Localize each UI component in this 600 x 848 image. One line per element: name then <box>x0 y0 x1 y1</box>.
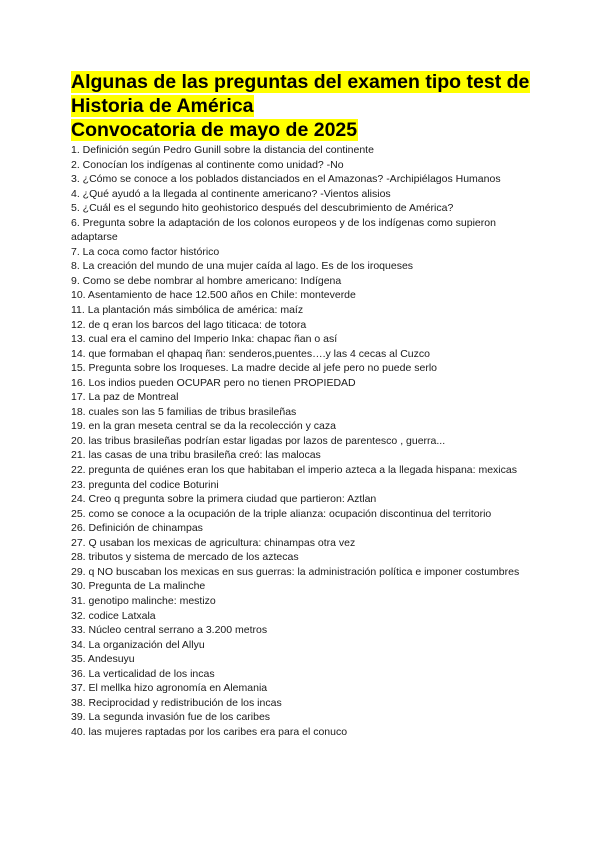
question-item: 24. Creo q pregunta sobre la primera ciudad que partieron: Aztlan <box>71 493 377 506</box>
title-line-1: Algunas de las preguntas del examen tipo test de <box>71 71 530 93</box>
question-item: 9. Como se debe nombrar al hombre americano: Indígena <box>71 274 342 287</box>
question-item: 4. ¿Qué ayudó a la llegada al continente americano? -Vientos alisios <box>71 187 391 200</box>
question-item: 38. Reciprocidad y redistribución de los incas <box>71 696 282 709</box>
question-item: 37. El mellka hizo agronomía en Alemania <box>71 682 268 695</box>
question-item: 20. las tribus brasileñas podrían estar ligadas por lazos de parentesco , guerra... <box>71 434 446 447</box>
question-item: 39. La segunda invasión fue de los caribes <box>71 711 271 724</box>
question-item: 15. Pregunta sobre los Iroqueses. La madre decide al jefe pero no puede serlo <box>71 362 437 375</box>
question-item: 31. genotipo malinche: mestizo <box>71 594 216 607</box>
question-item: 30. Pregunta de La malinche <box>71 580 206 593</box>
question-item: 13. cual era el camino del Imperio Inka: chapac ñan o así <box>71 333 338 346</box>
question-item: 23. pregunta del codice Boturini <box>71 478 219 491</box>
question-item: 12. de q eran los barcos del lago titicaca: de totora <box>71 318 307 331</box>
question-item: 14. que formaban el qhapaq ñan: senderos,puentes….y las 4 cecas al Cuzco <box>71 347 430 360</box>
question-item: 19. en la gran meseta central se da la recolección y caza <box>71 420 336 433</box>
question-list <box>71 143 541 739</box>
question-item: 28. tributos y sistema de mercado de los aztecas <box>71 551 299 564</box>
question-item: 26. Definición de chinampas <box>71 522 203 535</box>
question-item: 29. q NO buscaban los mexicas en sus guerras: la administración política e imponer costumbres <box>71 565 520 578</box>
question-item: 10. Asentamiento de hace 12.500 años en Chile: monteverde <box>71 289 356 302</box>
question-item: 40. las mujeres raptadas por los caribes era para el conuco <box>71 725 348 738</box>
document-title <box>71 70 530 142</box>
question-item: 27. Q usaban los mexicas de agricultura: chinampas otra vez <box>71 536 356 549</box>
question-item: 3. ¿Cómo se conoce a los poblados distanciados en el Amazonas? -Archipiélagos Humanos <box>71 173 501 186</box>
question-item: 11. La plantación más simbólica de américa: maíz <box>71 304 304 317</box>
question-item: 8. La creación del mundo de una mujer caída al lago. Es de los iroqueses <box>71 260 414 273</box>
question-item: 33. Núcleo central serrano a 3.200 metros <box>71 624 268 637</box>
question-item: 25. como se conoce a la ocupación de la triple alianza: ocupación discontinua del territorio <box>71 507 492 520</box>
question-item: 32. codice Latxala <box>71 609 156 622</box>
question-item: 7. La coca como factor histórico <box>71 245 220 258</box>
question-item: 21. las casas de una tribu brasileña creó: las malocas <box>71 449 321 462</box>
question-item: 1. Definición según Pedro Gunill sobre la distancia del continente <box>71 144 374 156</box>
question-item: 34. La organización del Allyu <box>71 638 205 651</box>
question-item: 36. La verticalidad de los incas <box>71 667 215 680</box>
question-item: 5. ¿Cuál es el segundo hito geohistorico después del descubrimiento de América? <box>71 202 454 215</box>
question-item: 18. cuales son las 5 familias de tribus brasileñas <box>71 405 297 418</box>
question-item: 17. La paz de Montreal <box>71 391 179 404</box>
question-item: 6. Pregunta sobre la adaptación de los colonos europeos y de los indígenas como supieron adaptarse <box>71 216 496 244</box>
question-item: 2. Conocían los indígenas al continente como unidad? -No <box>71 158 344 171</box>
question-item: 16. Los indios pueden OCUPAR pero no tienen PROPIEDAD <box>71 376 356 389</box>
question-item: 22. pregunta de quiénes eran los que habitaban el imperio azteca a la llegada hispana: mexicas <box>71 464 517 477</box>
title-line-3: Convocatoria de mayo de 2025 <box>71 119 358 141</box>
title-line-2: Historia de América <box>71 95 254 117</box>
question-item: 35. Andesuyu <box>71 653 135 666</box>
